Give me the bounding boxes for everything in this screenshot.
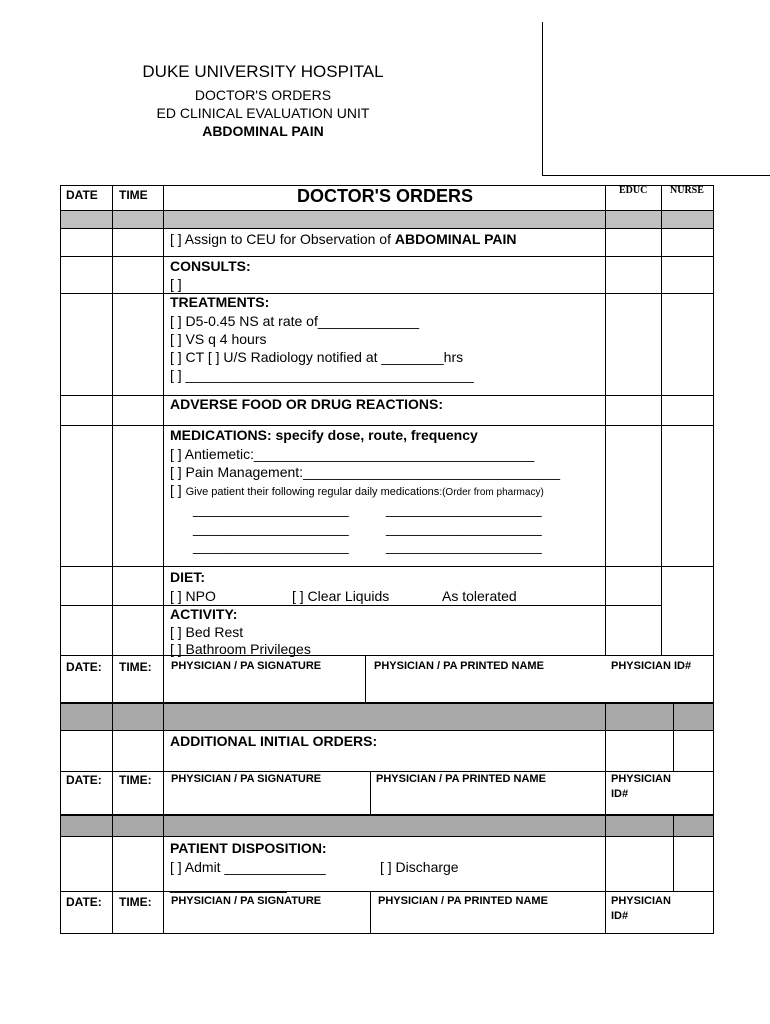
med-daily-checkbox: [ ] [170,482,182,498]
sig3-date-label: DATE: [66,895,102,909]
sig1-signature-label: PHYSICIAN / PA SIGNATURE [171,660,322,672]
disposition-admit[interactable]: [ ] Admit _____________ [170,859,326,875]
disposition-title: PATIENT DISPOSITION: [170,840,327,856]
med-daily-label: Give patient their following regular daily medications [185,486,440,498]
treatment-other[interactable]: [ ] _____________________________________ [170,367,474,383]
condition-title: ABDOMINAL PAIN [202,123,324,139]
col-date: DATE [66,188,98,202]
med-pain[interactable]: [ ] Pain Management:_________________________________ [170,464,561,480]
sig2-printed-name-label: PHYSICIAN / PA PRINTED NAME [376,773,546,785]
sig3-physician-id-label-1: PHYSICIAN [611,895,671,907]
sig3-printed-name-label: PHYSICIAN / PA PRINTED NAME [378,895,548,907]
sig3-signature-label: PHYSICIAN / PA SIGNATURE [171,895,322,907]
sig2-physician-id-label-2: ID# [611,788,629,800]
col-orders-title: DOCTOR'S ORDERS [297,186,473,206]
sig2-time-label: TIME: [119,773,152,787]
hospital-name: DUKE UNIVERSITY HOSPITAL [142,62,384,81]
activity-bathroom[interactable]: [ ] Bathroom Privileges [170,641,311,657]
sig1-time-label: TIME: [119,660,152,674]
sig1-physician-id-label: PHYSICIAN ID# [611,660,692,672]
med-blank-line[interactable]: ____________________ [193,520,349,536]
form-subtitle: DOCTOR'S ORDERS [194,87,332,103]
assign-order[interactable] [170,231,516,248]
sig1-printed-name-label: PHYSICIAN / PA PRINTED NAME [374,660,544,672]
sig2-signature-label: PHYSICIAN / PA SIGNATURE [171,773,322,785]
col-nurse: NURSE [670,185,704,196]
med-daily[interactable] [170,482,544,501]
col-educ: EDUC [619,185,648,196]
label-box-border-left [542,22,543,176]
consults-title: CONSULTS: [170,258,251,274]
sig2-physician-id-label-1: PHYSICIAN [611,773,671,785]
med-blank-line[interactable]: ____________________ [386,538,542,554]
adverse-reactions-title: ADVERSE FOOD OR DRUG REACTIONS: [170,396,444,412]
diet-clear-liquids[interactable]: [ ] Clear Liquids [292,588,390,604]
assign-prefix: [ ] Assign to CEU for Observation of [170,231,391,247]
diet-as-tolerated[interactable]: As tolerated [442,588,517,604]
table-border [60,185,714,934]
med-daily-note: :(Order from pharmacy) [439,487,544,498]
sig1-date-label: DATE: [66,660,102,674]
activity-bed-rest[interactable]: [ ] Bed Rest [170,624,244,640]
med-blank-line[interactable]: ____________________ [193,538,349,554]
treatment-iv[interactable]: [ ] D5-0.45 NS at rate of_____________ [170,313,420,329]
disposition-discharge[interactable]: [ ] Discharge [380,859,459,875]
diet-npo[interactable]: [ ] NPO [170,588,216,604]
unit-name: ED CLINICAL EVALUATION UNIT [156,105,370,121]
med-blank-line[interactable]: ____________________ [386,501,542,517]
med-blank-line[interactable]: ____________________ [386,520,542,536]
med-antiemetic[interactable]: [ ] Antiemetic:____________________________________ [170,446,535,462]
activity-title: ACTIVITY: [170,606,238,622]
assign-condition: ABDOMINAL PAIN [394,231,517,247]
treatments-title: TREATMENTS: [170,294,270,310]
med-blank-line[interactable]: ____________________ [193,501,349,517]
medications-title: MEDICATIONS: specify dose, route, frequency [170,427,478,443]
sig2-date-label: DATE: [66,773,102,787]
sig3-physician-id-label-2: ID# [611,910,629,922]
treatment-imaging[interactable]: [ ] CT [ ] U/S Radiology notified at ________hrs [170,349,464,365]
additional-orders-title: ADDITIONAL INITIAL ORDERS: [170,733,378,749]
col-time: TIME [119,188,148,202]
label-box-border-bottom [542,175,770,176]
treatment-vs[interactable]: [ ] VS q 4 hours [170,331,267,347]
consults-checkbox[interactable]: [ ] [170,276,182,292]
disposition-underline[interactable]: _______________ [170,877,287,893]
sig3-time-label: TIME: [119,895,152,909]
orders-table [60,185,714,934]
diet-title: DIET: [170,569,205,585]
